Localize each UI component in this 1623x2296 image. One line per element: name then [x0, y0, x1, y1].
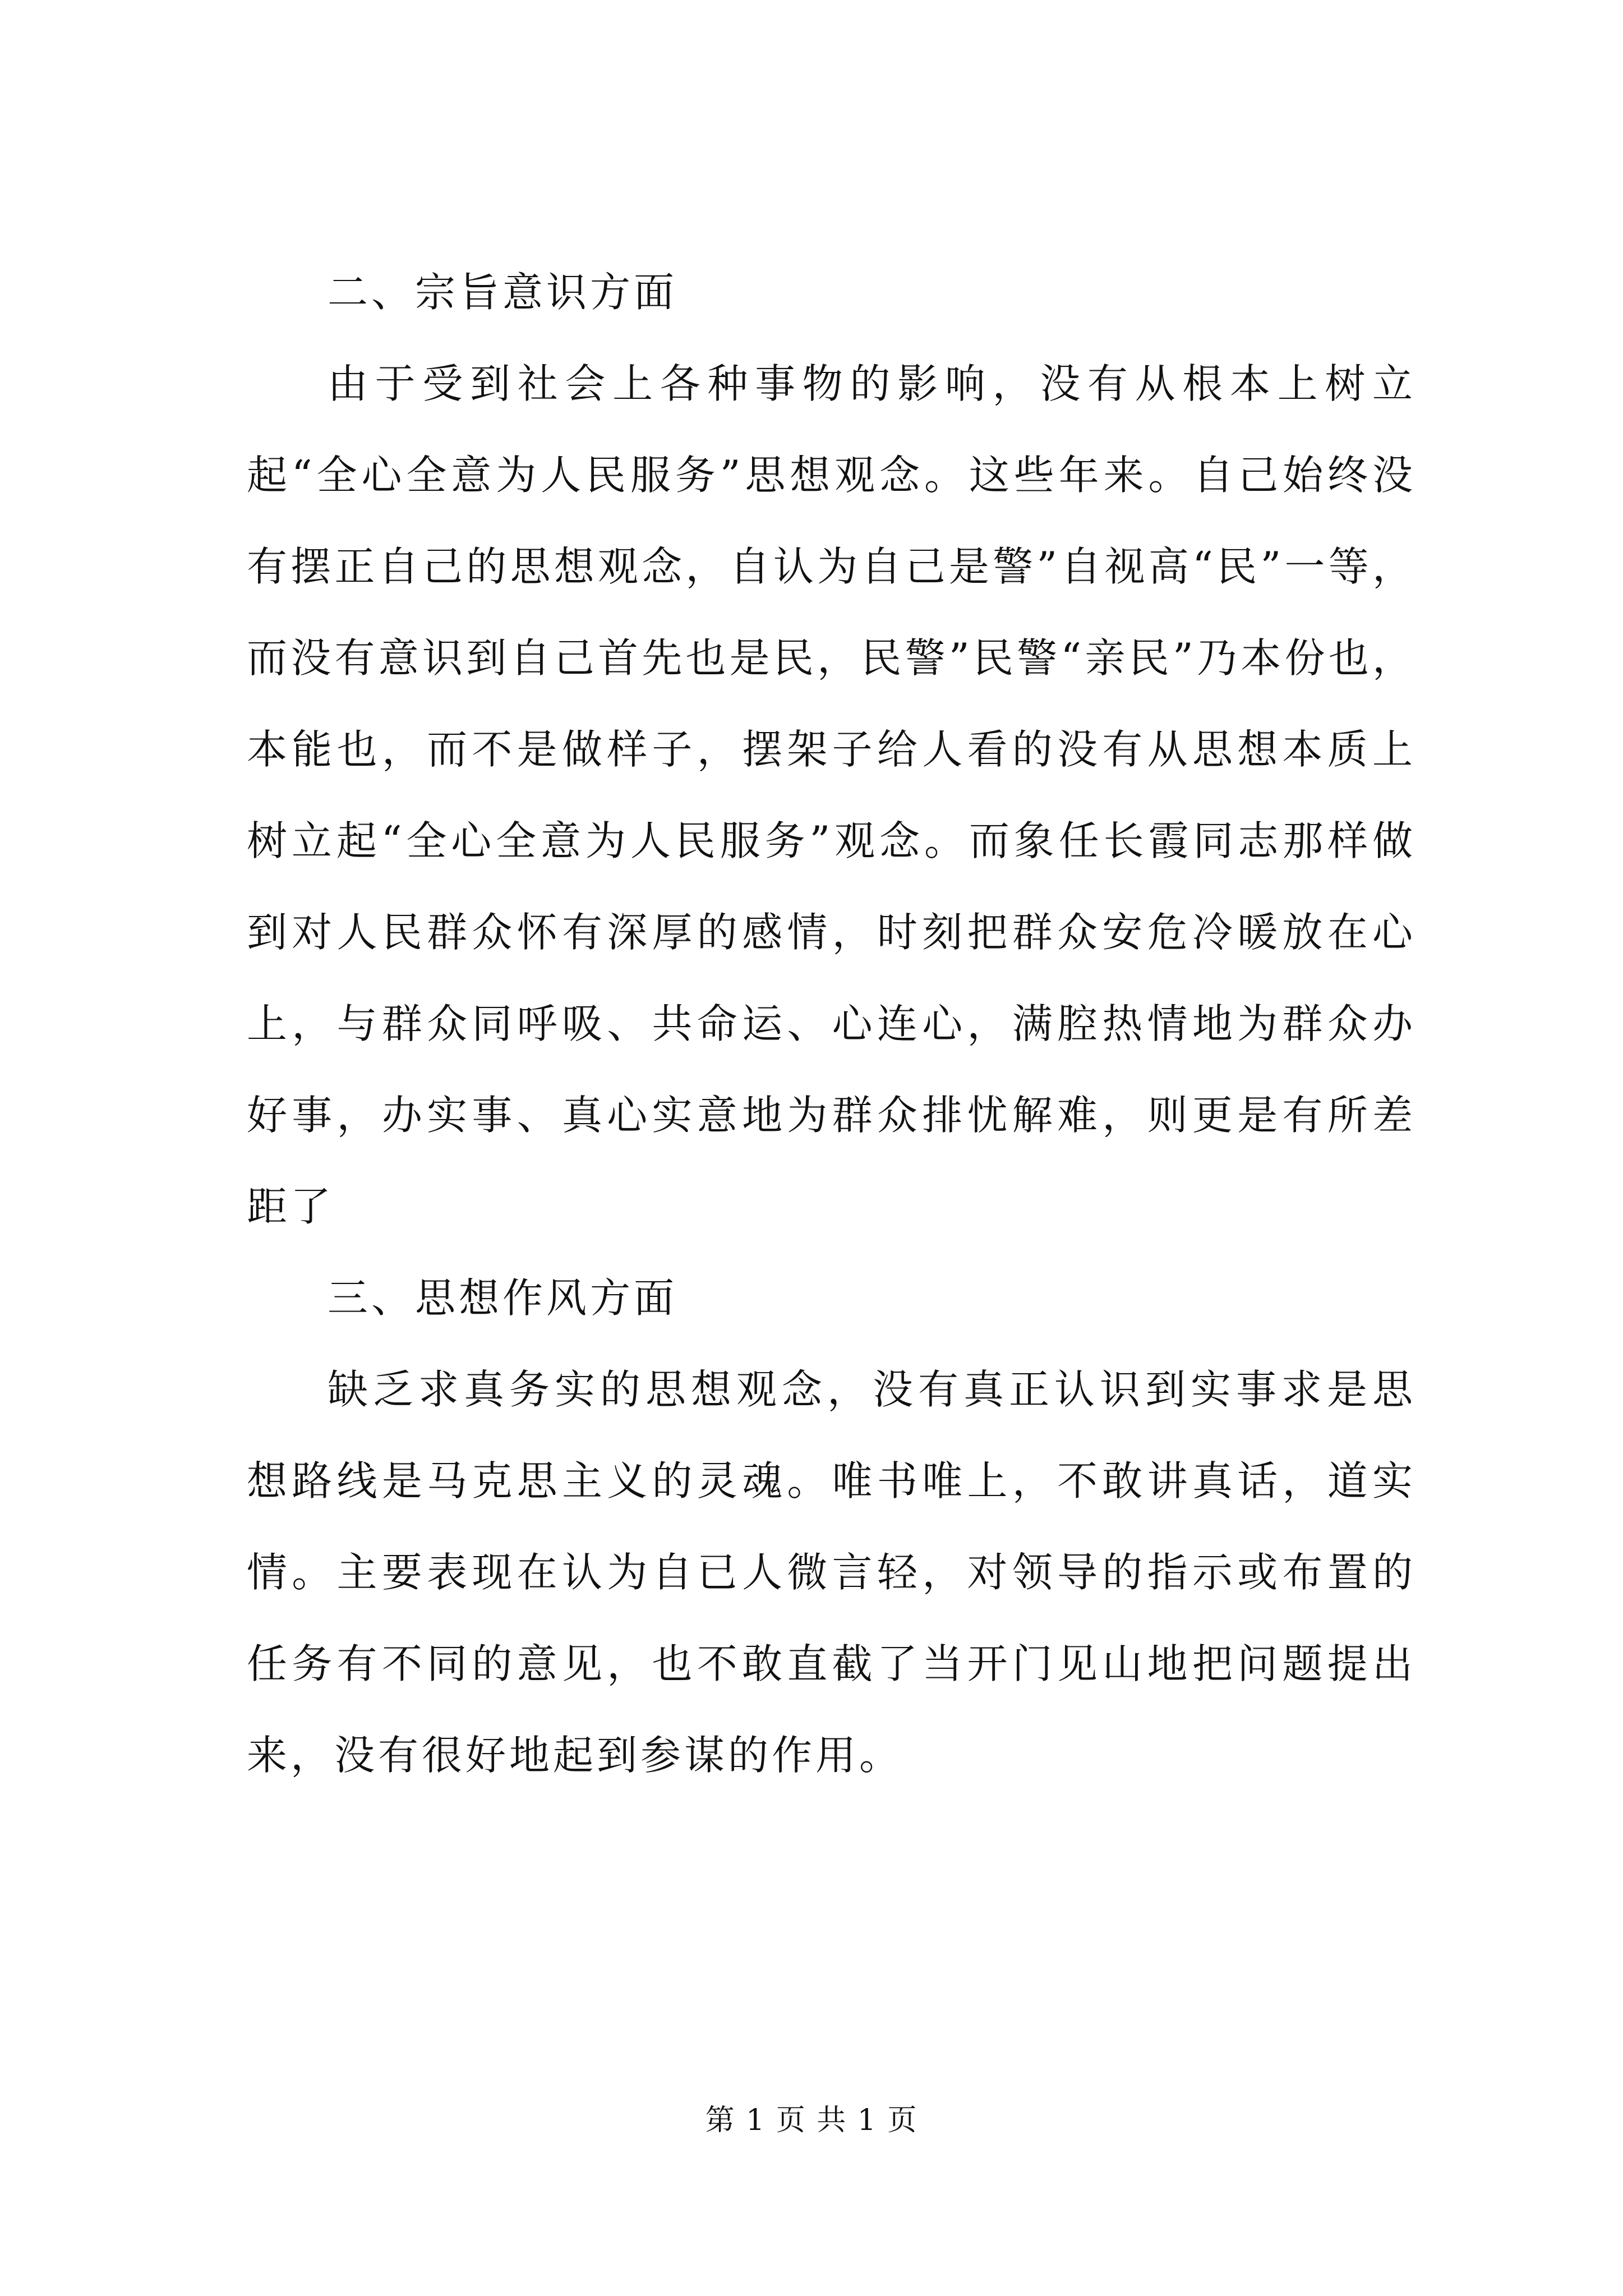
section-paragraph-purpose: 由于受到社会上各种事物的影响，没有从根本上树立起“全心全意为人民服务”思想观念。这些年来。自己始终没有摆正自己的思想观念，自认为自己是警”自视高“民”一等，而没有意识到自己首先也是民，民警”民警“亲民”乃本份也，本能也，而不是做样子，摆架子给人看的没有从思想本质上树立起“全心全意为人民服务”观念。而象任长霞同志那样做到对人民群众怀有深厚的感情，时刻把群众安危冷暖放在心上，与群众同呼吸、共命运、心连心，满腔热情地为群众办好事，办实事、真心实意地为群众排忧解难，则更是有所差距了	[247, 360, 1416, 1230]
section-paragraph-style: 缺乏求真务实的思想观念，没有真正认识到实事求是思想路线是马克思主义的灵魂。唯书唯上，不敢讲真话，道实情。主要表现在认为自已人微言轻，对领导的指示或布置的任务有不同的意见，也不敢直截了当开门见山地把问题提出来，没有很好地起到参谋的作用。	[247, 1366, 1416, 1779]
section-heading-purpose: 二、宗旨意识方面	[328, 269, 678, 316]
document-body	[247, 247, 1416, 1801]
section-heading-style: 三、思想作风方面	[328, 1274, 678, 1322]
page-number-footer: 第 1 页 共 1 页	[705, 2104, 918, 2137]
